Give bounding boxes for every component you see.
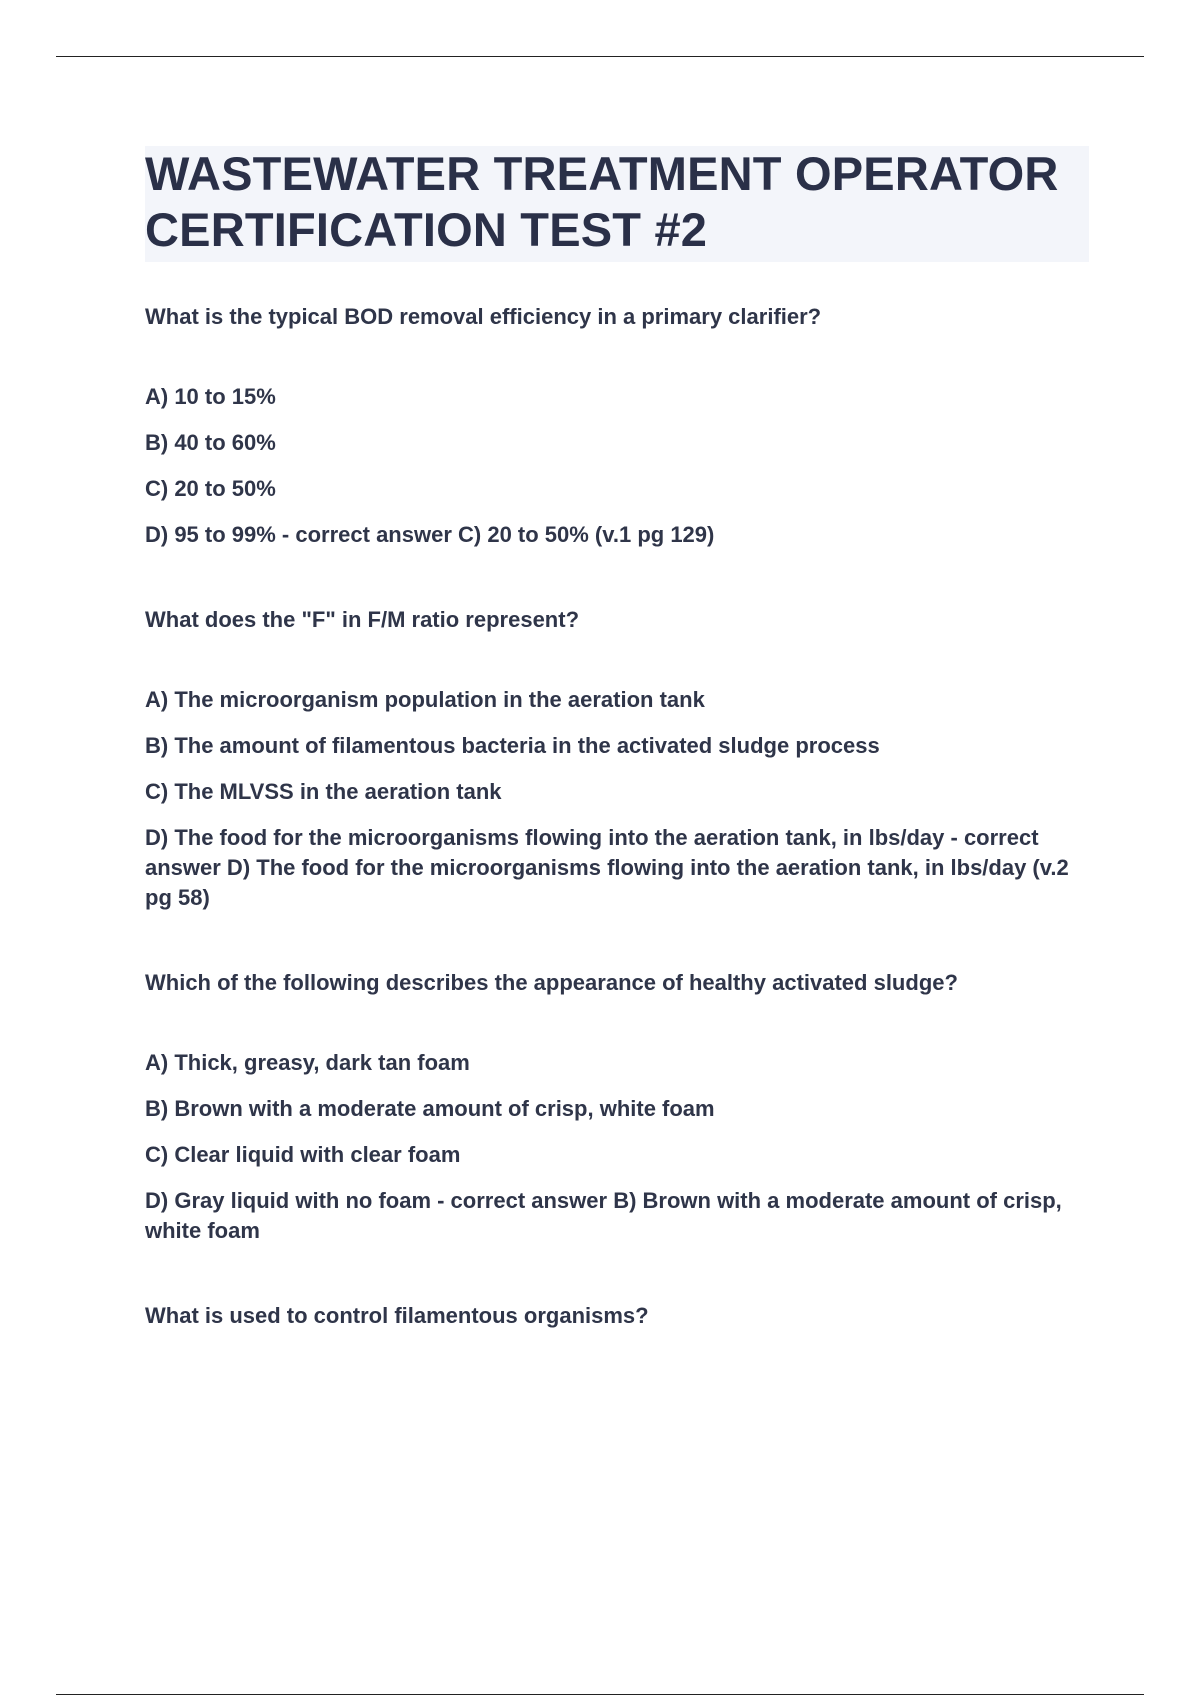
answer-option: B) The amount of filamentous bacteria in the activated sludge process	[145, 733, 880, 758]
question-block-2	[145, 605, 1089, 913]
document-body	[145, 146, 1089, 1381]
top-rule	[56, 56, 1144, 57]
answer-option: D) Gray liquid with no foam - correct answer B) Brown with a moderate amount of crisp, white foam	[145, 1188, 1062, 1243]
answer-options	[145, 1048, 1089, 1246]
answer-option: A) Thick, greasy, dark tan foam	[145, 1050, 470, 1075]
answer-option: B) Brown with a moderate amount of crisp, white foam	[145, 1096, 715, 1121]
answer-option: C) The MLVSS in the aeration tank	[145, 779, 502, 804]
answer-option: A) 10 to 15%	[145, 384, 276, 409]
question-block-1	[145, 302, 1089, 550]
answer-option: D) The food for the microorganisms flowing into the aeration tank, in lbs/day - correct answer D) The food for the microorganisms flowing into the aeration tank, in lbs/day (v.2 pg 58)	[145, 825, 1069, 910]
answer-option: D) 95 to 99% - correct answer C) 20 to 50% (v.1 pg 129)	[145, 522, 715, 547]
question-text: What is used to control filamentous organisms?	[145, 1303, 649, 1328]
answer-option: C) Clear liquid with clear foam	[145, 1142, 461, 1167]
answer-options	[145, 382, 1089, 550]
question-text: What does the "F" in F/M ratio represent?	[145, 607, 580, 632]
question-block-4	[145, 1301, 1089, 1331]
page-title: WASTEWATER TREATMENT OPERATOR CERTIFICATION TEST #2	[145, 147, 1059, 256]
answer-options	[145, 685, 1089, 913]
title-block	[145, 146, 1089, 262]
bottom-rule	[56, 1694, 1144, 1695]
question-block-3	[145, 968, 1089, 1246]
answer-option: C) 20 to 50%	[145, 476, 276, 501]
answer-option: B) 40 to 60%	[145, 430, 276, 455]
answer-option: A) The microorganism population in the aeration tank	[145, 687, 705, 712]
question-text: Which of the following describes the appearance of healthy activated sludge?	[145, 970, 958, 995]
question-text: What is the typical BOD removal efficiency in a primary clarifier?	[145, 304, 822, 329]
